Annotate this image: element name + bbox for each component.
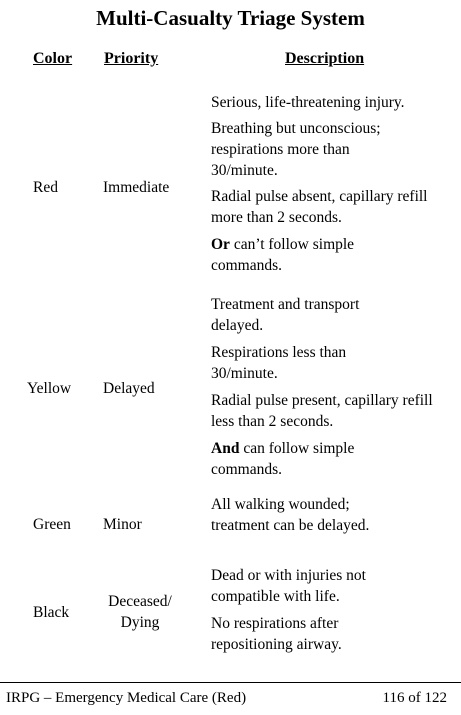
row-yellow-desc-4: And can follow simple commands.	[211, 440, 355, 478]
row-black-desc-2: No respirations after repositioning airway.	[211, 615, 342, 653]
footer-page-number: 116 of 122	[382, 690, 447, 706]
row-yellow-desc-1: Treatment and transport delayed.	[211, 296, 360, 334]
row-green-priority: Minor	[103, 516, 142, 533]
row-yellow-color: Yellow	[27, 380, 72, 397]
page-title: Multi-Casualty Triage System	[96, 6, 365, 30]
row-red-desc-2: Breathing but unconscious; respirations more than 30/minute.	[211, 120, 381, 179]
row-black-desc-1: Dead or with injuries not compatible with life.	[211, 567, 366, 605]
column-header-priority: Priority	[104, 50, 159, 67]
row-red-desc-4: Or can’t follow simple commands.	[211, 236, 355, 274]
row-red-color: Red	[33, 179, 58, 196]
row-black-priority: Deceased/ Dying	[108, 593, 172, 631]
column-header-description: Description	[285, 50, 365, 67]
row-yellow-desc-2: Respirations less than 30/minute.	[211, 344, 347, 382]
column-header-color: Color	[33, 50, 73, 67]
footer-source: IRPG – Emergency Medical Care (Red)	[6, 690, 247, 706]
row-black-color: Black	[33, 604, 70, 621]
row-green-color: Green	[33, 516, 71, 533]
row-yellow-priority: Delayed	[103, 380, 155, 397]
row-green-desc-1: All walking wounded; treatment can be delayed.	[211, 496, 370, 534]
row-red-desc-3: Radial pulse absent, capillary refill more than 2 seconds.	[211, 188, 428, 226]
row-red-desc-1: Serious, life-threatening injury.	[211, 94, 405, 111]
row-red-priority: Immediate	[103, 179, 170, 196]
row-yellow-desc-3: Radial pulse present, capillary refill less than 2 seconds.	[211, 392, 433, 430]
footer-rule	[0, 682, 461, 683]
